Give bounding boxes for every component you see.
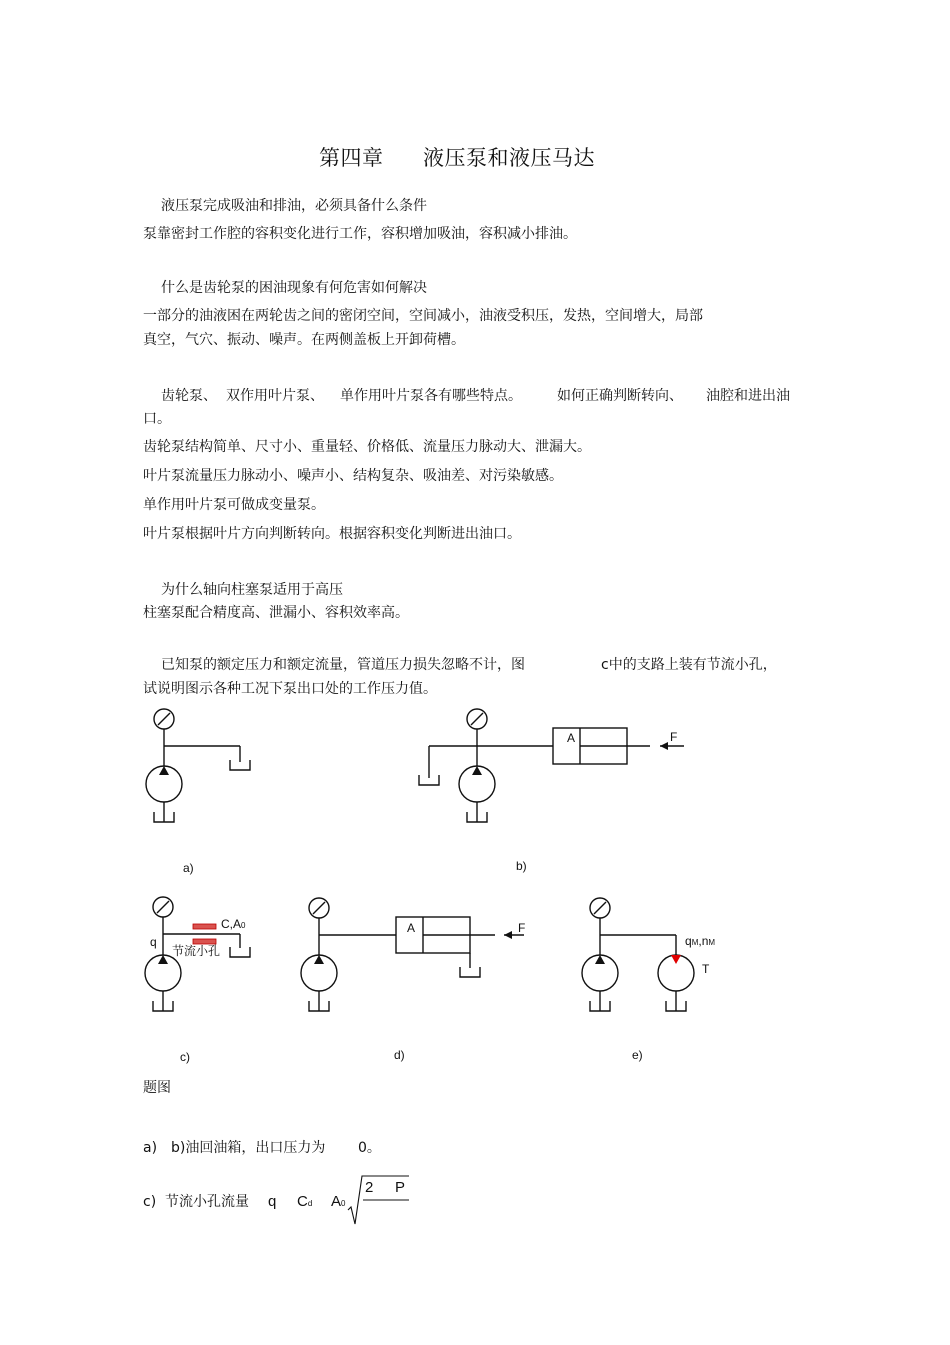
q3-question-part1: 齿轮泵、 (161, 388, 217, 404)
force-label-d: F (518, 921, 526, 935)
figure-e-label: e) (632, 1048, 643, 1062)
q2-answer-line2: 真空，气穴、振动、噪声。在两侧盖板上开卸荷槽。 (143, 332, 465, 348)
q3-answer2: 叶片泵流量压力脉动小、噪声小、结构复杂、吸油差、对污染敏感。 (143, 468, 563, 484)
answer-ab-value: 0。 (358, 1140, 381, 1156)
q3-question-part5: 油腔和进出油 (706, 388, 790, 404)
answer-ab-prefix: a) (143, 1140, 158, 1156)
cylinder-area-label-b: A (567, 731, 576, 745)
q3-answer4: 叶片泵根据叶片方向判断转向。根据容积变化判断进出油口。 (143, 526, 521, 542)
answer-c-prefix: c) (143, 1194, 157, 1210)
orifice-name: 节流小孔 (172, 944, 221, 958)
formula-q: q (268, 1193, 277, 1210)
figure-d-label: d) (394, 1048, 405, 1062)
motor-torque-label: T (702, 962, 710, 976)
q3-question-part4: 如何正确判断转向、 (557, 388, 683, 404)
orifice-coefficient-label: C,A0 (221, 917, 246, 931)
figure-caption: 题图 (143, 1080, 171, 1096)
q1-answer: 泵靠密封工作腔的容积变化进行工作，容积增加吸油，容积减小排油。 (143, 226, 577, 242)
chapter-title: 液压泵和液压马达 (423, 146, 595, 170)
q5-line1-b: c中的支路上装有节流小孔， (601, 657, 777, 673)
q4-question: 为什么轴向柱塞泵适用于高压 (161, 582, 343, 598)
force-label-b: F (670, 730, 678, 744)
chapter-number: 第四章 (319, 146, 384, 170)
q3-answer3: 单作用叶片泵可做成变量泵。 (143, 497, 325, 513)
formula-a0: A0 (331, 1193, 346, 1210)
figure-c-label: c) (180, 1050, 190, 1064)
answer-c-text: 节流小孔流量 (165, 1194, 249, 1210)
formula-cd: Cd (297, 1193, 313, 1210)
q3-question-part6: 口。 (143, 411, 171, 427)
motor-flow-speed-label: qM,nM (685, 934, 716, 948)
q2-answer-line1: 一部分的油液困在两轮齿之间的密闭空间，空间减小，油液受积压，发热，空间增大，局部 (143, 308, 703, 324)
flow-label: q (150, 935, 157, 949)
figure-a-label: a) (183, 861, 194, 875)
q5-line2: 试说明图示各种工况下泵出口处的工作压力值。 (143, 681, 437, 697)
figure-b-label: b) (516, 859, 527, 873)
q5-line1-a: 已知泵的额定压力和额定流量，管道压力损失忽略不计，图 (161, 657, 525, 673)
formula-numerator-2: 2 (365, 1179, 374, 1196)
cylinder-area-label-d: A (407, 921, 416, 935)
q3-question-part2: 双作用叶片泵、 (226, 388, 324, 404)
q1-question: 液压泵完成吸油和排油，必须具备什么条件 (161, 198, 427, 214)
q3-question-part3: 单作用叶片泵各有哪些特点。 (340, 388, 522, 404)
q2-question: 什么是齿轮泵的困油现象有何危害如何解决 (161, 280, 427, 296)
formula-numerator-p: P (395, 1179, 406, 1196)
q4-answer: 柱塞泵配合精度高、泄漏小、容积效率高。 (143, 605, 409, 621)
q3-answer1: 齿轮泵结构简单、尺寸小、重量轻、价格低、流量压力脉动大、泄漏大。 (143, 439, 591, 455)
answer-ab-text: b)油回油箱，出口压力为 (171, 1140, 326, 1156)
